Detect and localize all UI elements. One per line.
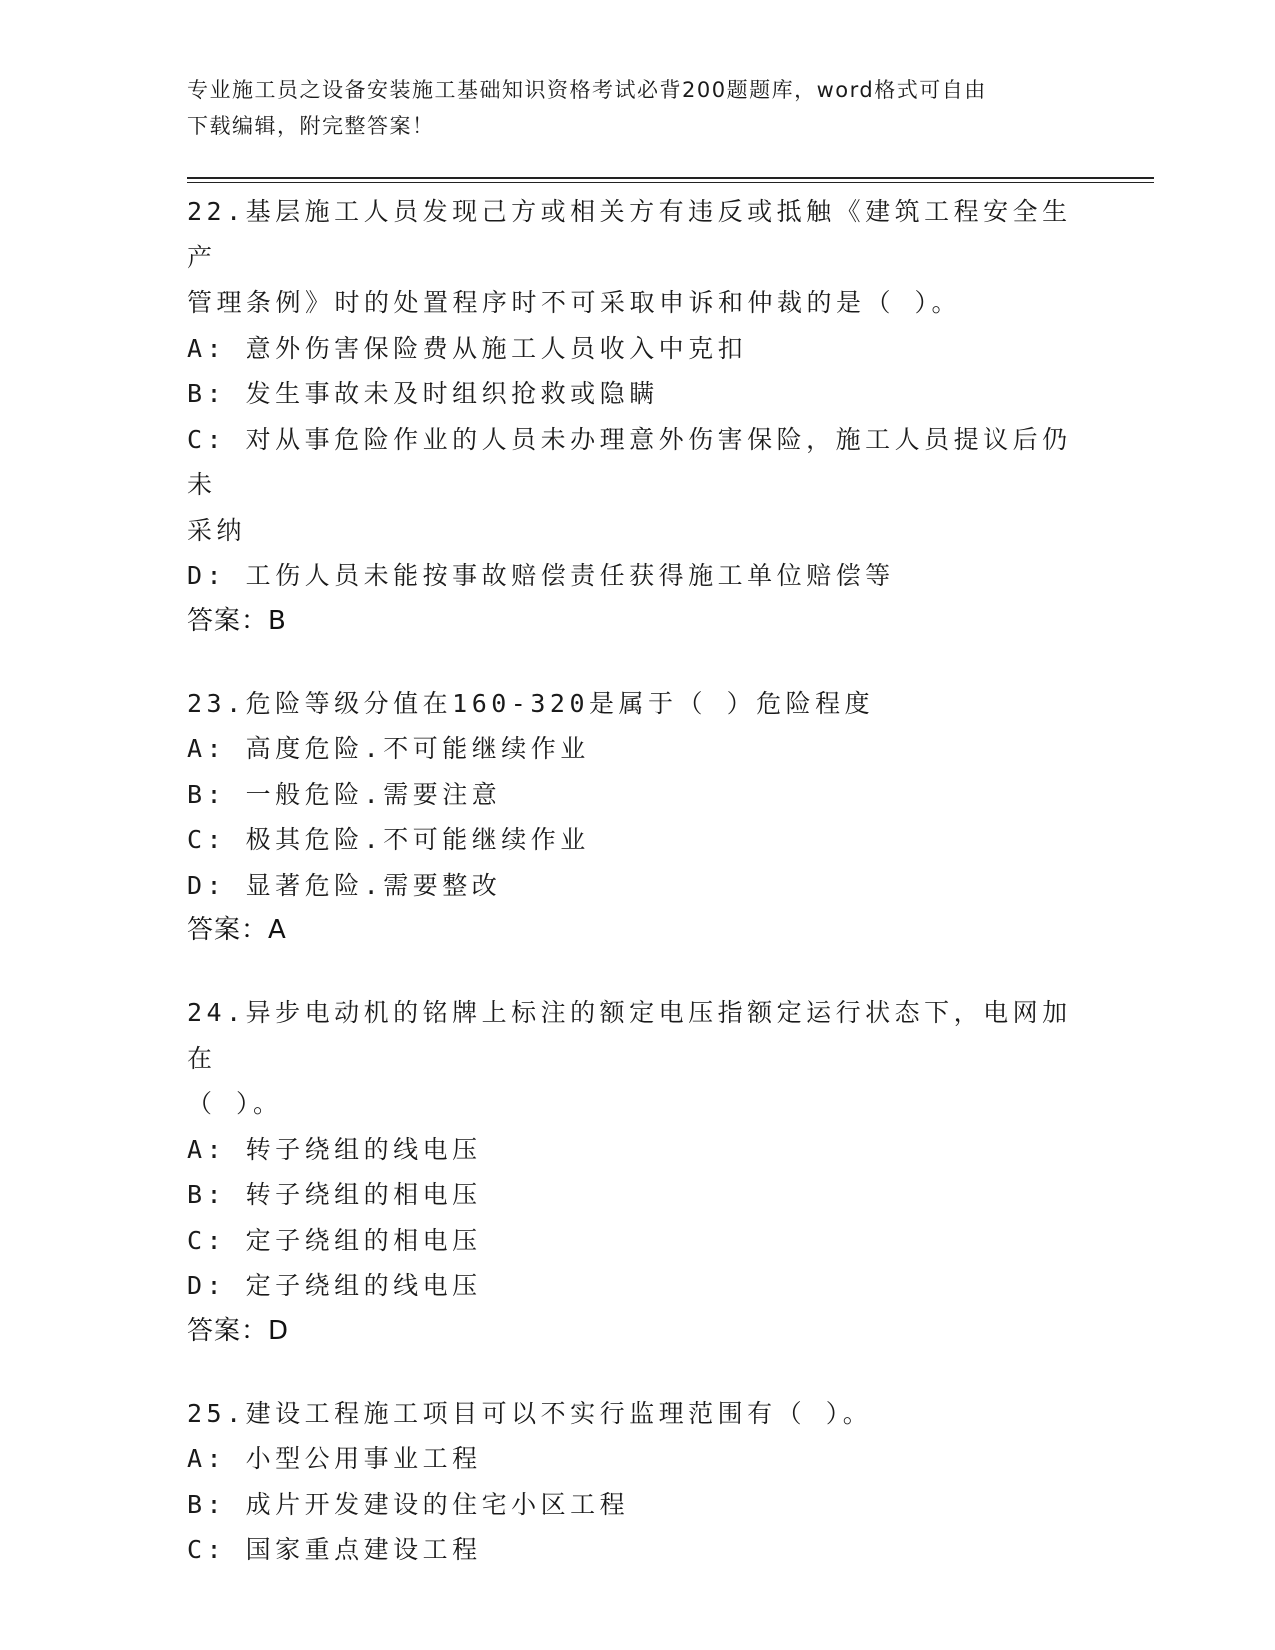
- option-line: B: 发生事故未及时组织抢救或隐瞒: [187, 379, 659, 408]
- question-stem-line: 25.建设工程施工项目可以不实行监理范围有（ ）。: [187, 1398, 873, 1428]
- question-block: [187, 681, 1087, 954]
- question-block: [187, 990, 1087, 1354]
- header-line-2: 下载编辑，附完整答案！: [187, 114, 435, 138]
- question-stem-line: 22.基层施工人员发现己方或相关方有违反或抵触《建筑工程安全生产: [187, 197, 1072, 272]
- option-line: D: 显著危险.需要整改: [187, 870, 502, 900]
- answer-line: 答案：B: [187, 605, 287, 636]
- option-line: A: 意外伤害保险费从施工人员收入中克扣: [187, 333, 748, 363]
- question-list: [187, 189, 1087, 1610]
- question-stem-line: 23.危险等级分值在160-320是属于（ ）危险程度: [187, 688, 875, 718]
- option-line: C: 国家重点建设工程: [187, 1535, 482, 1564]
- question-stem-line: 24.异步电动机的铭牌上标注的额定电压指额定运行状态下，电网加在: [187, 998, 1072, 1073]
- option-line: B: 转子绕组的相电压: [187, 1180, 482, 1209]
- header-divider-thin: [187, 182, 1154, 183]
- option-line: C: 定子绕组的相电压: [187, 1225, 482, 1255]
- question-block: [187, 1391, 1087, 1573]
- option-line: A: 转子绕组的线电压: [187, 1134, 482, 1164]
- option-line: D: 工伤人员未能按事故赔偿责任获得施工单位赔偿等: [187, 561, 895, 590]
- option-line: C: 对从事危险作业的人员未办理意外伤害保险，施工人员提议后仍未: [187, 424, 1072, 499]
- option-line: A: 小型公用事业工程: [187, 1444, 482, 1473]
- option-line: A: 高度危险.不可能继续作业: [187, 734, 590, 763]
- answer-line: 答案：A: [187, 915, 287, 945]
- option-line: D: 定子绕组的线电压: [187, 1271, 482, 1300]
- header-line-1: 专业施工员之设备安装施工基础知识资格考试必背200题题库，word格式可自由: [187, 78, 987, 102]
- option-line: 采纳: [187, 515, 247, 545]
- answer-line: 答案：D: [187, 1315, 290, 1346]
- document-header: [187, 72, 1087, 144]
- question-stem-line: （ ）。: [187, 1089, 283, 1118]
- question-stem-line: 管理条例》时的处置程序时不可采取申诉和仲裁的是（ ）。: [187, 288, 962, 317]
- question-block: [187, 189, 1087, 644]
- header-divider-thick: [187, 177, 1154, 179]
- option-line: C: 极其危险.不可能继续作业: [187, 825, 590, 854]
- option-line: B: 一般危险.需要注意: [187, 779, 502, 809]
- option-line: B: 成片开发建设的住宅小区工程: [187, 1489, 630, 1519]
